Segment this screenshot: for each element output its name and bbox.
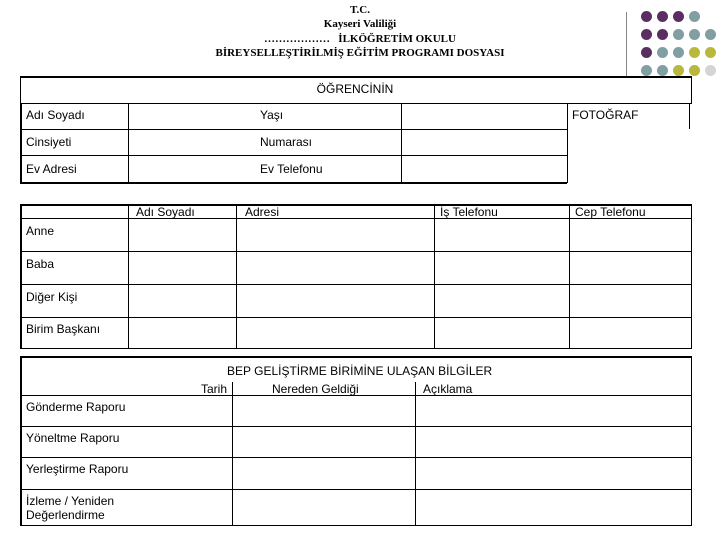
table-border xyxy=(20,103,690,104)
table-border xyxy=(569,204,570,349)
table-border xyxy=(20,348,692,349)
student-name-label: Adı Soyadı xyxy=(26,108,85,122)
decorative-dot xyxy=(641,65,652,76)
decorative-dot xyxy=(673,47,684,58)
table-border xyxy=(128,204,129,349)
decorative-dot xyxy=(673,11,684,22)
decorative-dot xyxy=(689,29,700,40)
decorative-dot xyxy=(657,47,668,58)
decorative-dot xyxy=(673,29,684,40)
table-border xyxy=(691,356,692,526)
table-border xyxy=(20,317,692,318)
student-info-table xyxy=(20,103,690,183)
decorative-dot xyxy=(689,65,700,76)
table-border xyxy=(434,204,435,349)
table-border xyxy=(236,204,237,349)
table-border xyxy=(20,489,692,490)
bep-table xyxy=(20,356,692,526)
photo-label: FOTOĞRAF xyxy=(572,108,639,122)
bep-col-source: Nereden Geldiği xyxy=(272,382,359,396)
bep-row-monitoring-reevaluation: İzleme / Yeniden Değerlendirme xyxy=(26,494,115,522)
bep-row-placement-report: Yerleştirme Raporu xyxy=(26,462,129,476)
table-border xyxy=(20,284,692,285)
header-line-tc: T.C. xyxy=(350,4,370,16)
family-row-other-person: Diğer Kişi xyxy=(26,290,78,304)
bep-row-referral-report: Gönderme Raporu xyxy=(26,400,126,414)
family-table xyxy=(20,204,692,349)
decorative-dot xyxy=(705,47,716,58)
table-border xyxy=(20,129,567,130)
table-border xyxy=(20,182,567,184)
table-border xyxy=(20,103,22,183)
decorative-dot xyxy=(689,11,700,22)
table-border xyxy=(689,103,690,129)
header-line-school xyxy=(0,33,720,46)
table-border xyxy=(415,382,416,526)
decorative-dot xyxy=(641,47,652,58)
family-row-unit-head: Birim Başkanı xyxy=(26,322,101,336)
family-col-address: Adresi xyxy=(245,205,280,219)
family-col-work-phone: İş Telefonu xyxy=(440,205,498,219)
family-row-father: Baba xyxy=(26,257,55,271)
table-border xyxy=(567,103,568,183)
decorative-dot xyxy=(641,29,652,40)
decorative-dot xyxy=(673,65,684,76)
family-col-mobile-phone: Cep Telefonu xyxy=(575,205,646,219)
decorative-dot xyxy=(705,29,716,40)
document-title: BİREYSELLEŞTİRİLMİŞ EĞİTİM PROGRAMI DOSYASI xyxy=(215,47,505,59)
family-row-mother: Anne xyxy=(26,224,55,238)
school-name-placeholder: ……………… xyxy=(264,33,331,45)
bep-col-description: Açıklama xyxy=(423,382,473,396)
decorative-dot xyxy=(705,65,716,76)
decorative-dot xyxy=(657,29,668,40)
table-border xyxy=(20,251,692,252)
decorative-dot xyxy=(689,47,700,58)
decorative-dot-grid xyxy=(640,10,720,80)
table-border xyxy=(20,356,692,358)
decorative-dot xyxy=(641,11,652,22)
bep-title: BEP GELİŞTİRME BİRİMİNE ULAŞAN BİLGİLER xyxy=(227,364,493,378)
table-border xyxy=(691,204,692,349)
student-section-title: ÖĞRENCİNİN xyxy=(316,82,394,96)
home-phone-label: Ev Telefonu xyxy=(260,162,323,176)
table-border xyxy=(232,382,233,526)
table-border xyxy=(20,204,22,349)
table-border xyxy=(401,103,402,183)
family-col-name: Adı Soyadı xyxy=(136,205,195,219)
table-border xyxy=(20,426,692,427)
home-address-label: Ev Adresi xyxy=(26,162,77,176)
table-border xyxy=(128,103,129,183)
header-line-governorship: Kayseri Valiliği xyxy=(323,18,397,30)
student-age-label: Yaşı xyxy=(260,108,284,122)
table-border xyxy=(20,155,567,156)
table-border xyxy=(20,525,692,526)
table-border xyxy=(20,356,22,526)
decorative-divider xyxy=(626,12,627,76)
student-number-label: Numarası xyxy=(260,135,313,149)
decorative-dot xyxy=(657,65,668,76)
school-type: İLKÖĞRETİM OKULU xyxy=(338,33,456,45)
bep-row-direction-report: Yöneltme Raporu xyxy=(26,431,120,445)
table-border xyxy=(20,457,692,458)
bep-col-date: Tarih xyxy=(201,382,228,396)
decorative-dot xyxy=(657,11,668,22)
student-gender-label: Cinsiyeti xyxy=(26,135,72,149)
